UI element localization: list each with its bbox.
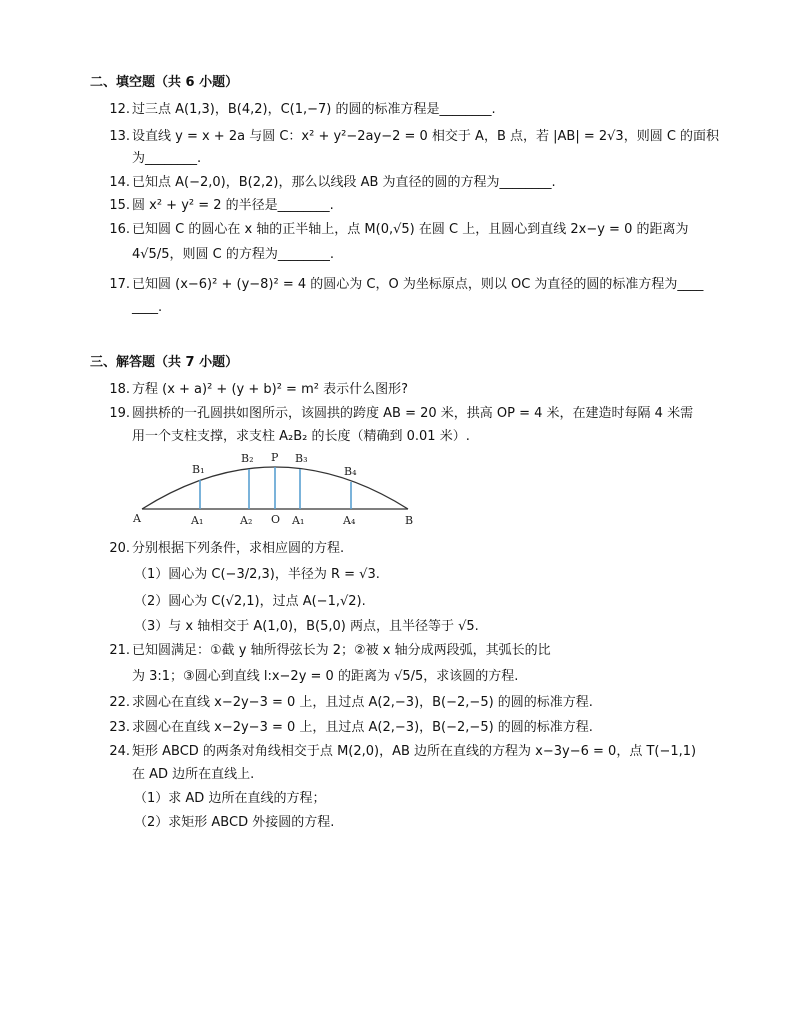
q23-number: 23. xyxy=(109,720,130,735)
section3-heading: 三、解答题（共 7 小题） xyxy=(90,355,239,370)
q24 xyxy=(104,743,696,761)
q15-number: 15. xyxy=(109,198,130,213)
q23-text: 求圆心在直线 x−2y−3 = 0 上，且过点 A(2,−3)，B(−2,−5) 的圆的标准方程. xyxy=(132,720,593,735)
label-a4: A₄ xyxy=(343,514,356,527)
label-a1: A₁ xyxy=(191,514,204,527)
label-a3: A₁ xyxy=(292,514,305,527)
q15-text: 圆 x² + y² = 2 的半径是________. xyxy=(132,198,334,213)
label-b1: B₁ xyxy=(192,463,205,476)
q12 xyxy=(104,101,496,119)
q24-continuation: 在 AD 边所在直线上. xyxy=(132,767,255,782)
q24-number: 24. xyxy=(109,744,130,759)
q12-number: 12. xyxy=(109,102,130,117)
q12-text: 过三点 A(1,3)，B(4,2)，C(1,−7) 的圆的标准方程是________. xyxy=(132,102,496,117)
q13 xyxy=(104,128,719,146)
q16 xyxy=(104,221,688,239)
q20 xyxy=(104,540,344,558)
q17-number: 17. xyxy=(109,277,130,292)
q14-number: 14. xyxy=(109,175,130,190)
q13-continuation: 为________. xyxy=(132,151,202,166)
q22 xyxy=(104,694,593,712)
q24-part2: （2）求矩形 ABCD 外接圆的方程. xyxy=(134,815,335,830)
q20-number: 20. xyxy=(109,541,130,556)
q17-continuation: ____. xyxy=(132,300,163,315)
q14-text: 已知点 A(−2,0)，B(2,2)，那么以线段 AB 为直径的圆的方程为________. xyxy=(132,175,556,190)
q16-text: 已知圆 C 的圆心在 x 轴的正半轴上，点 M(0,√5) 在圆 C 上，且圆心到直线 2x−y = 0 的距离为 xyxy=(132,222,689,237)
q20-part1: （1）圆心为 C(−3/2,3)，半径为 R = √3. xyxy=(134,567,380,582)
label-b4: B₄ xyxy=(344,465,357,478)
label-o: O xyxy=(271,513,281,526)
arch-bridge-diagram xyxy=(130,449,420,529)
label-b2: B₂ xyxy=(241,452,254,465)
q21-text: 已知圆满足：①截 y 轴所得弦长为 2；②被 x 轴分成两段弧，其弧长的比 xyxy=(132,643,551,658)
q18-text: 方程 (x + a)² + (y + b)² = m² 表示什么图形? xyxy=(132,382,408,397)
q19 xyxy=(104,405,693,423)
q21-number: 21. xyxy=(109,643,130,658)
q19-continuation: 用一个支柱支撑，求支柱 A₂B₂ 的长度（精确到 0.01 米）. xyxy=(132,429,470,444)
q16-continuation: 4√5/5，则圆 C 的方程为________. xyxy=(132,247,334,262)
q22-number: 22. xyxy=(109,695,130,710)
q21-continuation: 为 3:1；③圆心到直线 l:x−2y = 0 的距离为 √5/5，求该圆的方程. xyxy=(132,669,519,684)
q19-text: 圆拱桥的一孔圆拱如图所示，该圆拱的跨度 AB = 20 米，拱高 OP = 4 米，在建造时每隔 4 米需 xyxy=(132,406,694,421)
q23 xyxy=(104,719,593,737)
q16-number: 16. xyxy=(109,222,130,237)
label-a: A xyxy=(133,512,141,525)
q15 xyxy=(104,197,334,215)
q13-number: 13. xyxy=(109,129,130,144)
q20-part2: （2）圆心为 C(√2,1)，过点 A(−1,√2). xyxy=(134,594,366,609)
label-b3: B₃ xyxy=(295,452,308,465)
q17-text: 已知圆 (x−6)² + (y−8)² = 4 的圆心为 C，O 为坐标原点，则以 OC 为直径的圆的标准方程为____ xyxy=(132,277,704,292)
q18 xyxy=(104,381,408,399)
q21 xyxy=(104,642,551,660)
q20-text: 分别根据下列条件，求相应圆的方程. xyxy=(132,541,345,556)
q17 xyxy=(104,276,703,294)
section2-heading: 二、填空题（共 6 小题） xyxy=(90,75,239,90)
q20-part3: （3）与 x 轴相交于 A(1,0)，B(5,0) 两点，且半径等于 √5. xyxy=(134,619,479,634)
q18-number: 18. xyxy=(109,382,130,397)
q24-part1: （1）求 AD 边所在直线的方程； xyxy=(134,791,326,806)
label-p: P xyxy=(271,451,279,464)
q19-number: 19. xyxy=(109,406,130,421)
label-a2: A₂ xyxy=(240,514,253,527)
q24-text: 矩形 ABCD 的两条对角线相交于点 M(2,0)，AB 边所在直线的方程为 x−3y−6 = 0，点 T(−1,1) xyxy=(132,744,697,759)
q13-text: 设直线 y = x + 2a 与圆 C：x² + y²−2ay−2 = 0 相交于 A，B 点，若 |AB| = 2√3，则圆 C 的面积 xyxy=(132,129,720,144)
q14 xyxy=(104,174,556,192)
q22-text: 求圆心在直线 x−2y−3 = 0 上，且过点 A(2,−3)，B(−2,−5) 的圆的标准方程. xyxy=(132,695,593,710)
label-b: B xyxy=(405,514,414,527)
